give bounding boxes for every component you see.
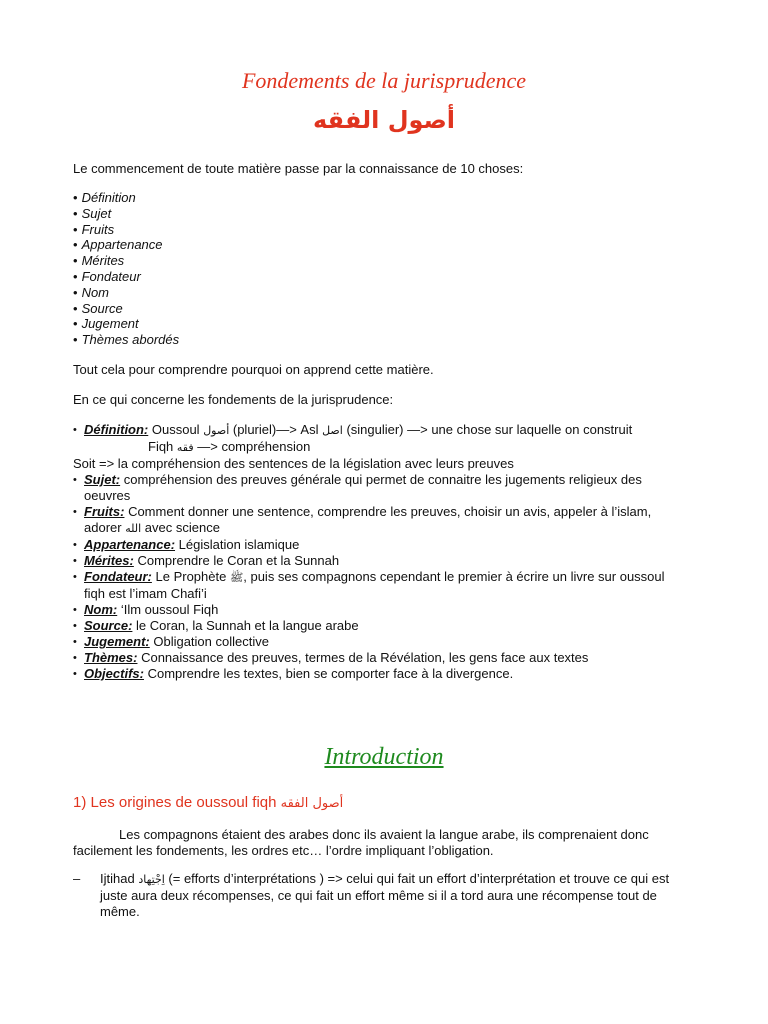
list-item: • Nom	[73, 284, 110, 300]
definition-item-fruits: • Fruits: Comment donner une sentence, comprendre les preuves, choisir un avis, appeler à l’islam, adorer الله avec science	[73, 504, 652, 535]
list-item: • Source	[73, 300, 123, 316]
definition-item-definition: • Définition: Oussoul أصول (pluriel)—> Asl اصل (singulier) —> une chose sur laquelle on construit	[73, 422, 633, 437]
definition-item-soit: Soit => la compréhension des sentences de la législation avec leurs preuves	[73, 456, 514, 471]
list-item: • Appartenance	[73, 237, 163, 253]
concern-sentence: En ce qui concerne les fondements de la jurisprudence:	[73, 392, 394, 407]
definition-item-appartenance: • Appartenance: Législation islamique	[73, 537, 300, 552]
companions-paragraph: Les compagnons étaient des arabes donc ils avaient la langue arabe, ils comprenaient donc facilement les fondements, les ordres etc… l’ordre impliquant l’obligation.	[73, 827, 649, 858]
definition-item-source: • Source: le Coran, la Sunnah et la langue arabe	[73, 618, 359, 633]
definition-item-jugement: • Jugement: Obligation collective	[73, 634, 269, 649]
definition-item-fondateur: • Fondateur: Le Prophète ﷺ, puis ses compagnons cependant le premier à écrire un livre sur oussoul fiqh est l’imam Chafi’i	[73, 569, 665, 601]
definition-item-nom: • Nom: ‘Ilm oussoul Fiqh	[73, 602, 219, 617]
definition-item-sujet: • Sujet: compréhension des preuves générale qui permet de connaitre les jugements religieux des oeuvres	[73, 472, 642, 503]
introduction-heading: Introduction	[324, 744, 444, 770]
definition-item-themes: • Thèmes: Connaissance des preuves, termes de la Révélation, les gens face aux textes	[73, 650, 589, 665]
intro-text: Le commencement de toute matière passe par la connaissance de 10 choses:	[73, 161, 524, 176]
list-item: • Sujet	[73, 205, 112, 221]
definition-item-objectifs: • Objectifs: Comprendre les textes, bien se comporter face à la divergence.	[73, 666, 514, 681]
definitions-list	[73, 422, 673, 682]
definition-item-merites: • Mérites: Comprendre le Coran et la Sunnah	[73, 553, 340, 568]
ten-things-list	[73, 190, 693, 348]
list-item: • Fruits	[73, 221, 115, 237]
list-item: • Mérites	[73, 253, 125, 269]
ijtihad-list	[73, 871, 693, 920]
purpose-sentence: Tout cela pour comprendre pourquoi on apprend cette matière.	[73, 362, 434, 377]
list-item: • Jugement	[73, 316, 139, 332]
section-1-title: 1) Les origines de oussoul fiqh أصول الفقه	[73, 794, 344, 811]
title-french: Fondements de la jurisprudence	[241, 68, 527, 93]
list-item-ijtihad: – Ijtihad اِجْتِهاد (= efforts d’interprétations ) => celui qui fait un effort d’interprétation et trouve ce qui est juste aura deux récompenses, ce qui fait un effort même si il a tord aura une récompense tout de même.	[73, 871, 670, 919]
list-item: • Thèmes abordés	[73, 332, 180, 348]
list-item: • Fondateur	[73, 268, 141, 284]
definition-item-fiqh: Fiqh فقه —> compréhension	[148, 439, 311, 454]
list-item: • Définition	[73, 190, 136, 205]
title-arabic: أصول الفقه	[313, 106, 455, 134]
